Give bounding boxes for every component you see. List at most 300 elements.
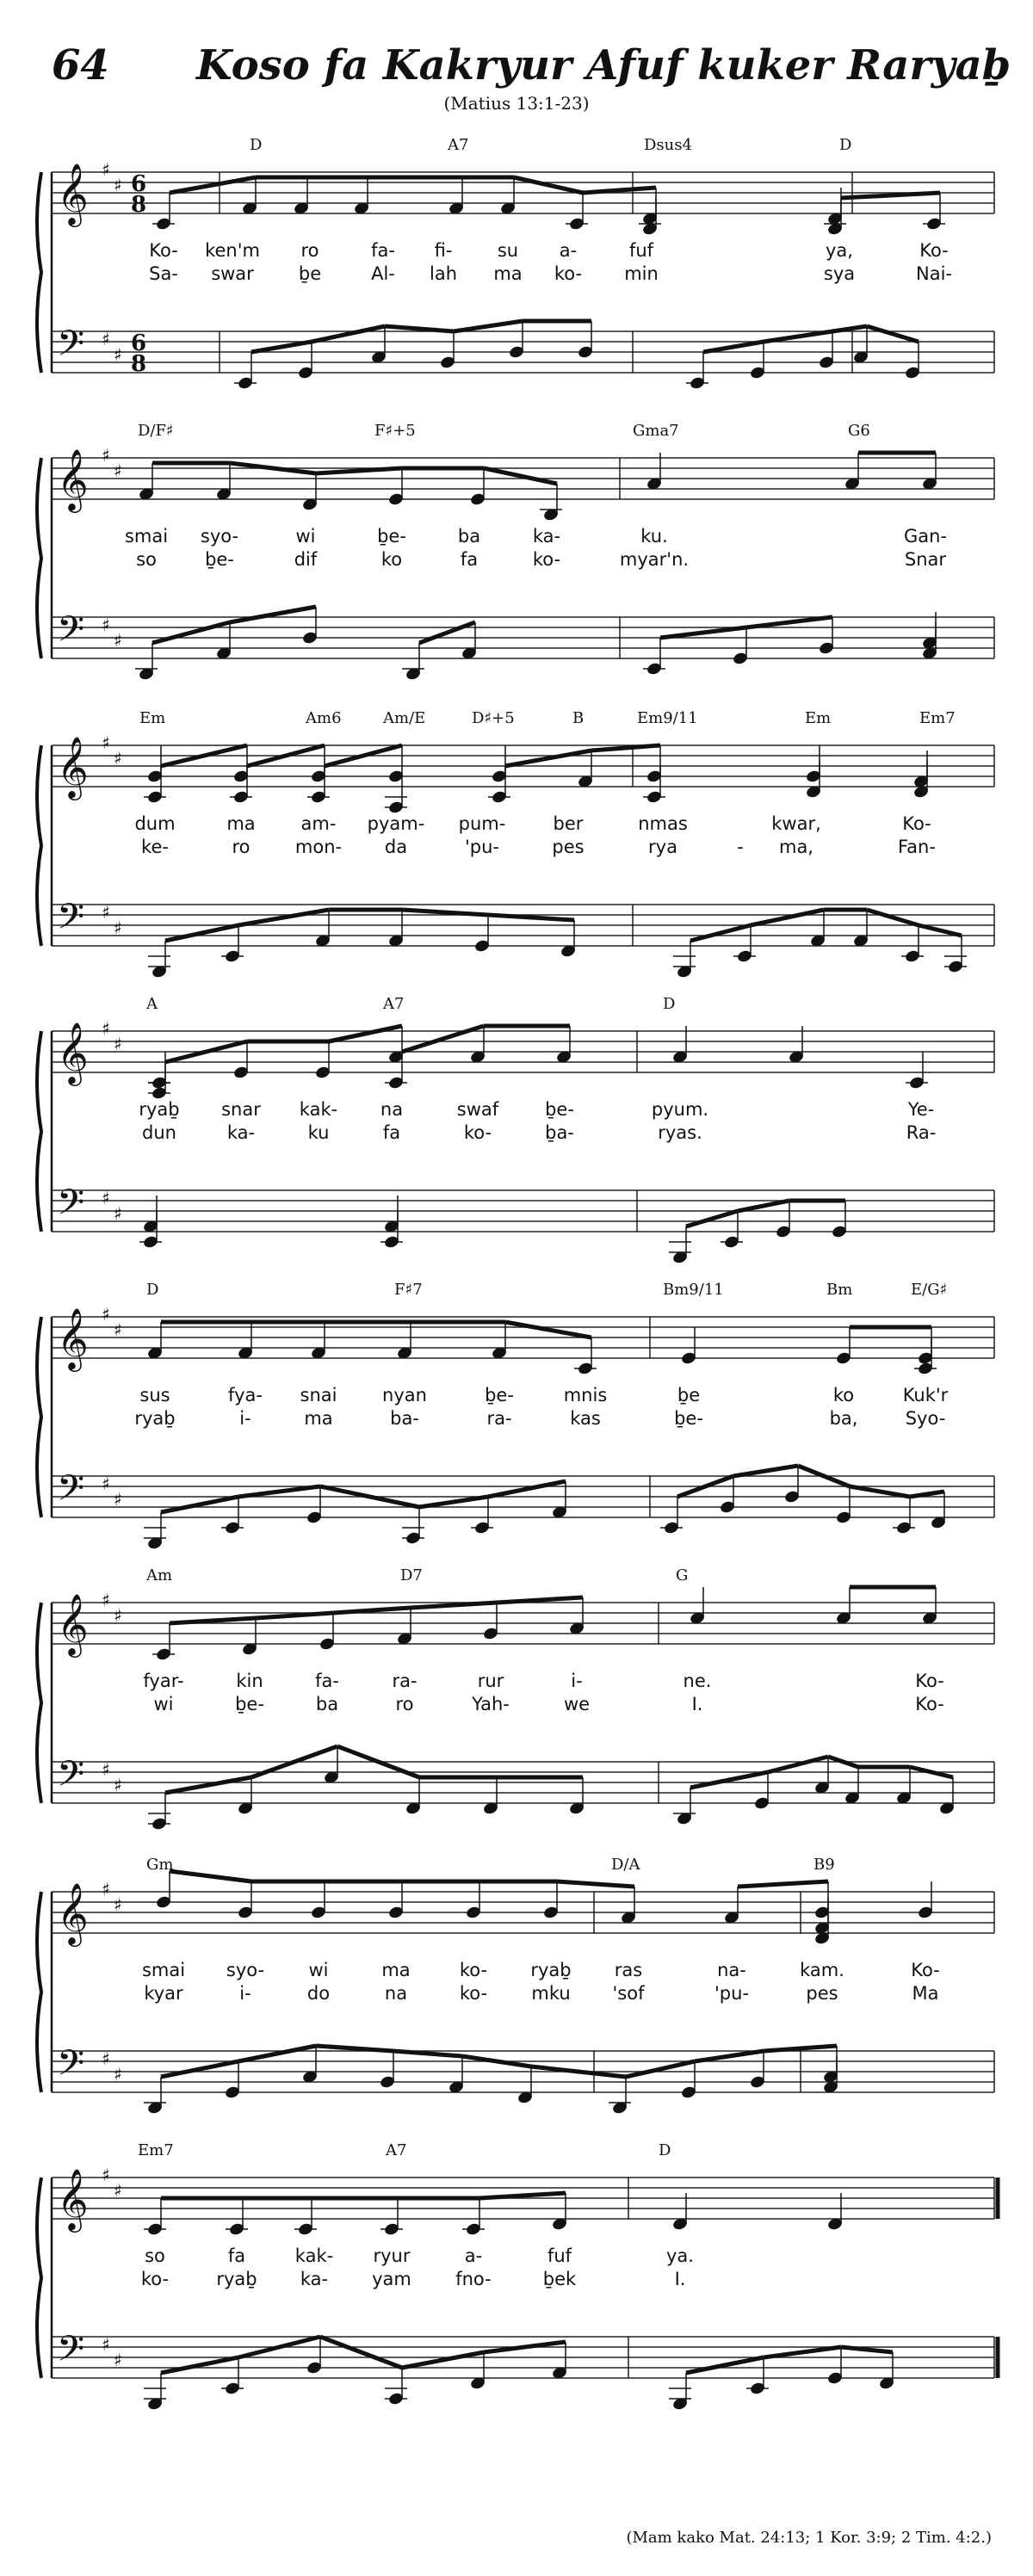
beam	[316, 468, 402, 473]
sharp-icon: ♯	[102, 2165, 110, 2185]
beam	[170, 1871, 251, 1881]
chord-symbol: D	[146, 1282, 159, 1299]
beam	[841, 193, 940, 198]
lyric-verse-1: Ko-	[915, 1671, 944, 1691]
lyric-verse-1: ne.	[683, 1671, 712, 1691]
beam	[488, 1481, 566, 1497]
beam	[514, 177, 583, 193]
lyric-verse-2: i-	[239, 1408, 251, 1429]
chord-symbol: D	[663, 997, 676, 1013]
beam	[329, 1026, 402, 1041]
lyric-verse-2: ku	[307, 1122, 330, 1143]
bass-clef-icon: 𝄢	[57, 2328, 85, 2378]
sharp-icon: ♯	[102, 1590, 110, 1610]
time-signature: 6	[131, 330, 147, 356]
score-system	[0, 1857, 1033, 2141]
lyric-verse-1: Ko-	[902, 813, 931, 834]
beam	[832, 326, 867, 331]
lyric-verse-2: ko-	[554, 263, 583, 284]
beam	[479, 2193, 566, 2198]
lyric-verse-2: ko-	[459, 1983, 488, 2004]
lyric-verse-2: i-	[239, 1983, 251, 2004]
lyric-verse-1: pyum.	[651, 1099, 709, 1120]
beam	[170, 1618, 256, 1623]
staff-brace	[37, 172, 41, 373]
score-system	[0, 2143, 1033, 2427]
lyric-verse-2: ra-	[486, 1408, 512, 1429]
chord-symbol: B	[572, 711, 585, 727]
beam	[660, 627, 746, 638]
sharp-icon: ♯	[102, 1473, 110, 1494]
scripture-reference: (Matius 13:1-23)	[443, 93, 590, 114]
beam	[411, 1603, 497, 1608]
sharp-icon: ♯	[102, 1879, 110, 1900]
chord-symbol: Gm	[146, 1857, 174, 1874]
lyric-verse-1: fi-	[434, 240, 453, 261]
beam	[733, 1466, 798, 1476]
lyric-verse-1: fuf	[628, 240, 654, 261]
lyric-verse-1: fa	[227, 2246, 246, 2266]
sharp-icon: ♯	[114, 630, 122, 651]
chord-symbol: Am6	[306, 711, 342, 727]
score-system	[0, 138, 1033, 422]
beam	[703, 342, 764, 352]
sharp-icon: ♯	[102, 1304, 110, 1325]
lyric-verse-1: na	[380, 1099, 404, 1120]
lyric-verse-1: Ko-	[149, 240, 178, 261]
sharp-icon: ♯	[114, 748, 122, 769]
lyric-verse-2: ro	[232, 837, 251, 857]
beam	[746, 617, 832, 627]
lyric-verse-2: ma	[493, 263, 523, 284]
lyric-verse-2: ryaḇ	[216, 2269, 257, 2289]
beam	[583, 188, 656, 193]
beam	[850, 1486, 910, 1497]
chord-symbol: Em9/11	[637, 711, 698, 727]
sharp-icon: ♯	[114, 460, 122, 481]
lyric-verse-2: Ma	[912, 1983, 939, 2004]
lyric-verse-2: Al-	[371, 263, 395, 284]
lyric-verse-1: ra-	[392, 1671, 418, 1691]
lyric-verse-1: a-	[559, 240, 578, 261]
lyric-verse-2: ḇa-	[545, 1122, 574, 1143]
lyric-verse-2: kyar	[144, 1983, 183, 2004]
chord-symbol: A	[146, 997, 158, 1013]
beam	[764, 2046, 837, 2051]
lyric-verse-1: su	[497, 240, 519, 261]
lyric-verse-2: ko-	[463, 1122, 492, 1143]
sharp-icon: ♯	[114, 2350, 122, 2370]
lyric-verse-1: ka-	[532, 526, 561, 547]
lyric-verse-2: na	[384, 1983, 408, 2004]
lyric-verse-2: Yah-	[472, 1694, 510, 1714]
lyric-verse-2: so	[136, 549, 157, 570]
beam	[690, 1772, 768, 1788]
treble-staff	[52, 1031, 994, 1072]
lyric-verse-2: ma,	[778, 837, 814, 857]
lyric-verse-2: fa	[382, 1122, 401, 1143]
score-system	[0, 1568, 1033, 1852]
beam	[867, 326, 919, 342]
beam	[165, 925, 238, 941]
chord-symbol: Am/E	[383, 711, 426, 727]
lyric-verse-2: kas	[570, 1408, 601, 1429]
lyric-verse-1: wi	[308, 1960, 329, 1980]
lyric-verse-1: kak-	[294, 2246, 334, 2266]
lyric-verse-1: a-	[464, 2246, 483, 2266]
sharp-icon: ♯	[114, 175, 122, 195]
beam	[419, 1497, 488, 1507]
bass-staff	[52, 1476, 994, 1517]
lyric-verse-2: -	[737, 837, 744, 857]
chord-symbol: Em	[805, 711, 832, 727]
lyric-verse-1: so	[145, 2246, 165, 2266]
lyric-verse-2: mku	[531, 1983, 571, 2004]
lyric-verse-2: ke-	[141, 837, 169, 857]
sharp-icon: ♯	[114, 1319, 122, 1340]
bass-clef-icon: 𝄢	[57, 896, 85, 946]
lyric-verse-2: ba	[315, 1694, 339, 1714]
bass-clef-icon: 𝄢	[57, 2042, 85, 2092]
beam	[320, 2337, 402, 2368]
lyric-verse-1: sus	[139, 1385, 170, 1405]
bass-clef-icon: 𝄢	[57, 323, 85, 373]
lyric-verse-1: wi	[295, 526, 316, 547]
lyric-verse-1: fa-	[315, 1671, 339, 1691]
lyric-verse-2: mon-	[294, 837, 343, 857]
lyric-verse-2: I.	[674, 2269, 686, 2289]
lyric-verse-1: pum-	[458, 813, 506, 834]
chord-symbol: Em7	[919, 711, 956, 727]
lyric-verse-1: smai	[141, 1960, 186, 1980]
beam	[626, 2061, 695, 2077]
lyric-verse-2: Snar	[904, 549, 947, 570]
chord-symbol: D♯+5	[472, 711, 515, 727]
lyric-verse-2: do	[306, 1983, 331, 2004]
beam	[454, 321, 523, 331]
chord-symbol: Em	[139, 711, 166, 727]
beam	[419, 622, 475, 643]
chord-symbol: Bm9/11	[663, 1282, 724, 1299]
treble-staff	[52, 745, 994, 787]
lyric-verse-1: am-	[300, 813, 337, 834]
footer-cross-references: (Mam kako Mat. 24:13; 1 Kor. 3:9; 2 Tim. 4:2.)	[626, 2529, 992, 2547]
sharp-icon: ♯	[102, 159, 110, 180]
beam	[393, 2051, 462, 2056]
lyric-verse-1: fuf	[547, 2246, 572, 2266]
lyric-verse-1: rur	[477, 1671, 504, 1691]
lyric-verse-1: ryaḇ	[530, 1960, 572, 1980]
beam	[484, 468, 557, 484]
beam	[333, 1608, 411, 1613]
beam	[161, 2357, 238, 2373]
staff-brace	[37, 745, 41, 946]
chord-symbol: D	[659, 2143, 671, 2159]
chord-symbol: D7	[400, 1568, 423, 1585]
lyric-verse-2: ryas.	[658, 1122, 702, 1143]
staff-brace	[37, 458, 41, 658]
sharp-icon: ♯	[114, 1894, 122, 1915]
lyric-verse-1: ko	[832, 1385, 855, 1405]
sharp-icon: ♯	[102, 902, 110, 923]
bass-clef-icon: 𝄢	[57, 1182, 85, 1232]
beam	[238, 1486, 320, 1497]
beam	[505, 751, 591, 766]
lyric-verse-2: ma	[304, 1408, 333, 1429]
chord-symbol: A7	[386, 2143, 407, 2159]
beam	[505, 1322, 591, 1337]
treble-clef-icon: 𝄞	[57, 1021, 89, 1084]
lyric-verse-2: I.	[691, 1694, 703, 1714]
treble-clef-icon: 𝄞	[57, 2167, 89, 2230]
bass-clef-icon: 𝄢	[57, 1753, 85, 1803]
sharp-icon: ♯	[114, 1203, 122, 1224]
beam	[768, 1757, 828, 1772]
beam	[764, 331, 832, 342]
lyric-verse-2: rya	[648, 837, 677, 857]
lyric-verse-1: i-	[571, 1671, 583, 1691]
lyric-verse-1: ma	[226, 813, 256, 834]
beam	[161, 2061, 238, 2077]
sharp-icon: ♯	[102, 2048, 110, 2069]
beam	[161, 1497, 238, 1512]
lyric-verse-1: Kuk'r	[902, 1385, 949, 1405]
treble-clef-icon: 𝄞	[57, 1881, 89, 1944]
sharp-icon: ♯	[114, 1034, 122, 1054]
bass-clef-icon: 𝄢	[57, 1467, 85, 1517]
treble-staff	[52, 1892, 994, 1933]
sharp-icon: ♯	[102, 732, 110, 753]
lyric-verse-2: Nai-	[916, 263, 952, 284]
staff-brace	[37, 2178, 41, 2378]
bass-staff	[52, 2337, 994, 2378]
lyric-verse-2: Syo-	[905, 1408, 946, 1429]
chord-symbol: Gma7	[633, 423, 679, 440]
bass-staff	[52, 1190, 994, 1232]
sharp-icon: ♯	[102, 615, 110, 635]
lyric-verse-2: ḇe	[298, 263, 322, 284]
lyric-verse-1: ḇe-	[377, 526, 406, 547]
lyric-verse-2: swar	[211, 263, 254, 284]
chord-symbol: G6	[848, 423, 870, 440]
beam	[690, 925, 751, 941]
lyric-verse-2: 'sof	[612, 1983, 645, 2004]
staff-brace	[37, 1603, 41, 1803]
lyric-verse-2: da	[384, 837, 408, 857]
sharp-icon: ♯	[102, 329, 110, 349]
sharp-icon: ♯	[102, 2334, 110, 2355]
lyric-verse-1: snar	[221, 1099, 261, 1120]
lyric-verse-1: ber	[553, 813, 584, 834]
sharp-icon: ♯	[102, 1018, 110, 1039]
lyric-verse-1: kin	[236, 1671, 263, 1691]
sharp-icon: ♯	[114, 1775, 122, 1795]
lyric-verse-1: ya,	[826, 240, 853, 261]
sharp-icon: ♯	[114, 917, 122, 938]
beam	[238, 910, 329, 925]
lyric-verse-2: Ra-	[906, 1122, 937, 1143]
lyric-verse-2: lah	[429, 263, 458, 284]
lyric-verse-2: yam	[372, 2269, 411, 2289]
lyric-verse-2: ryaḇ	[134, 1408, 176, 1429]
bass-clef-icon: 𝄢	[57, 608, 85, 658]
sharp-icon: ♯	[114, 2180, 122, 2201]
lyric-verse-2: sya	[823, 263, 856, 284]
beam	[238, 2046, 316, 2061]
sharp-icon: ♯	[102, 1759, 110, 1780]
chord-symbol: Am	[146, 1568, 173, 1585]
chord-symbol: F♯+5	[374, 423, 416, 440]
beam	[152, 622, 230, 643]
lyric-verse-1: ḇe-	[545, 1099, 574, 1120]
lyric-verse-1: smai	[124, 526, 169, 547]
beam	[402, 910, 488, 915]
lyric-verse-1: ken'm	[205, 240, 260, 261]
lyric-verse-2: dun	[142, 1122, 176, 1143]
staff-brace	[37, 1031, 41, 1232]
chord-symbol: F♯7	[394, 1282, 423, 1299]
lyric-verse-1: Ko-	[919, 240, 949, 261]
lyric-verse-2: ko-	[140, 2269, 170, 2289]
lyric-verse-2: ḇek	[542, 2269, 577, 2289]
lyric-verse-2: Fan-	[898, 837, 936, 857]
lyric-verse-1: syo-	[226, 1960, 265, 1980]
beam	[919, 925, 962, 936]
chord-symbol: B9	[813, 1857, 835, 1874]
lyric-verse-1: ko-	[459, 1960, 488, 1980]
chord-symbol: E/G♯	[911, 1282, 948, 1299]
staff-brace	[37, 1892, 41, 2092]
lyric-verse-2: pes	[806, 1983, 838, 2004]
chord-symbol: Bm	[826, 1282, 853, 1299]
lyric-verse-2: fa	[460, 549, 479, 570]
lyric-verse-1: kam.	[800, 1960, 844, 1980]
score-system	[0, 997, 1033, 1281]
lyric-verse-2: ḇe-	[674, 1408, 703, 1429]
time-signature: 8	[131, 192, 147, 218]
treble-clef-icon: 𝄞	[57, 162, 89, 225]
beam	[841, 2347, 893, 2352]
bass-staff	[52, 617, 994, 658]
lyric-verse-2: Ko-	[915, 1694, 944, 1714]
beam	[165, 1777, 251, 1793]
sharp-icon: ♯	[114, 2064, 122, 2085]
beam	[686, 1211, 738, 1226]
lyric-verse-2: pes	[552, 837, 585, 857]
lyric-verse-2: fno-	[455, 2269, 492, 2289]
score-system	[0, 1282, 1033, 1566]
lyric-verse-2: min	[624, 263, 659, 284]
lyric-verse-2: ko	[380, 549, 403, 570]
lyric-verse-1: Ko-	[911, 1960, 940, 1980]
beam	[557, 1881, 634, 1887]
beam	[738, 1881, 828, 1887]
lyric-verse-2: ba-	[390, 1408, 419, 1429]
chord-symbol: D/A	[611, 1857, 640, 1874]
lyric-verse-1: nyan	[382, 1385, 427, 1405]
sharp-icon: ♯	[114, 1605, 122, 1626]
lyric-verse-2: ḇe-	[235, 1694, 264, 1714]
lyric-verse-1: snai	[300, 1385, 337, 1405]
lyric-verse-2: myar'n.	[619, 549, 690, 570]
lyric-verse-2: ka-	[226, 1122, 256, 1143]
beam	[316, 2046, 393, 2051]
lyric-verse-1: Gan-	[903, 526, 948, 547]
chord-symbol: G	[676, 1568, 689, 1585]
treble-clef-icon: 𝄞	[57, 448, 89, 510]
lyric-verse-2: ba,	[829, 1408, 858, 1429]
lyric-verse-1: syo-	[200, 526, 239, 547]
beam	[591, 745, 660, 751]
lyric-verse-1: mnis	[563, 1385, 608, 1405]
staff-brace	[37, 1317, 41, 1517]
beam	[251, 342, 312, 352]
time-signature: 6	[131, 171, 147, 197]
lyric-verse-1: ya.	[666, 2246, 694, 2266]
score-system	[0, 711, 1033, 995]
beam	[488, 915, 574, 920]
lyric-verse-1: ro	[300, 240, 319, 261]
lyric-verse-1: fya-	[228, 1385, 263, 1405]
lyric-verse-2: ro	[395, 1694, 414, 1714]
lyric-verse-1: na-	[717, 1960, 746, 1980]
lyric-verse-2: ḇe-	[205, 549, 234, 570]
lyric-verse-1: ma	[381, 1960, 411, 1980]
lyric-verse-1: swaf	[456, 1099, 499, 1120]
lyric-verse-1: kak-	[299, 1099, 338, 1120]
time-signature: 8	[131, 351, 147, 377]
chord-symbol: D	[839, 138, 852, 154]
beam	[738, 1201, 789, 1211]
lyric-verse-2: wi	[153, 1694, 174, 1714]
beam	[385, 326, 454, 331]
chord-symbol: Em7	[138, 2143, 174, 2159]
lyric-verse-2: Sa-	[149, 263, 178, 284]
chord-symbol: A7	[448, 138, 469, 154]
chord-symbol: Dsus4	[644, 138, 692, 154]
chord-symbol: A7	[383, 997, 405, 1013]
beam	[230, 607, 316, 622]
lyric-verse-1: dum	[134, 813, 176, 834]
chord-symbol: D/F♯	[138, 423, 174, 440]
beam	[695, 2051, 764, 2061]
beam	[402, 1026, 484, 1052]
treble-clef-icon: 𝄞	[57, 1307, 89, 1369]
lyric-verse-1: kwar,	[771, 813, 821, 834]
beam	[402, 2352, 484, 2368]
lyric-verse-2: ka-	[300, 2269, 329, 2289]
beam	[256, 1613, 333, 1618]
lyric-verse-2: dif	[294, 549, 318, 570]
lyric-verse-1: pyam-	[367, 813, 425, 834]
treble-clef-icon: 𝄞	[57, 1592, 89, 1655]
beam	[312, 326, 385, 342]
lyric-verse-1: nmas	[638, 813, 688, 834]
beam	[764, 2347, 841, 2357]
beam	[170, 177, 256, 193]
lyric-verse-2: ko-	[532, 549, 561, 570]
beam	[686, 2357, 764, 2373]
lyric-verse-2: 'pu-	[465, 837, 499, 857]
lyric-verse-1: ba	[457, 526, 481, 547]
lyric-verse-2: we	[563, 1694, 591, 1714]
chord-symbol: D	[250, 138, 263, 154]
beam	[867, 910, 919, 925]
sharp-icon: ♯	[114, 344, 122, 365]
hymn-title: Koso fa Kakryur Afuf kuker Raryaḇ	[196, 41, 1011, 90]
lyric-verse-1: fyar-	[143, 1671, 184, 1691]
lyric-verse-1: ḇe	[677, 1385, 701, 1405]
